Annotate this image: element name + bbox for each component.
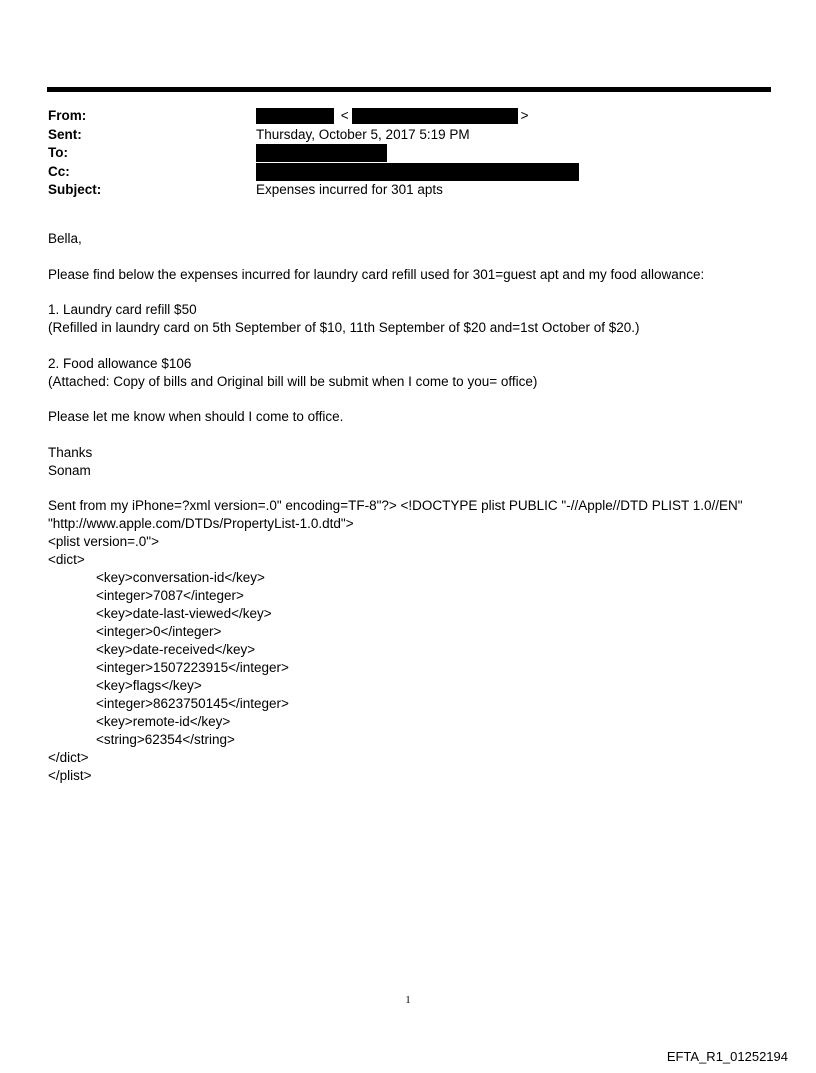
redaction-block [256,144,387,162]
item2-title: 2. Food allowance $106 [48,355,192,371]
sent-label: Sent: [48,126,82,142]
signature: Sonam [48,462,91,478]
redaction-block [256,108,334,124]
plist-line: <key>date-last-viewed</key> [96,606,272,621]
header-rule [47,87,771,92]
subject-label: Subject: [48,182,102,197]
from-value [256,107,529,126]
plist-line: <key>remote-id</key> [96,714,231,729]
footer-line-2: "http://www.apple.com/DTDs/PropertyList-1.0.dtd"> [48,516,354,531]
cc-row [48,163,768,182]
sent-row [48,126,768,145]
plist-line: <integer>1507223915</integer> [96,660,289,675]
item1-title: 1. Laundry card refill $50 [48,302,197,317]
from-row [48,107,768,126]
bates-number: EFTA_R1_01252194 [666,1049,788,1064]
page-number: 1 [405,994,411,1006]
plist-close: </plist> [48,768,92,783]
plist-open: <plist version=.0"> [48,534,159,549]
plist-line: <integer>8623750145</integer> [96,696,289,711]
greeting: Bella, [48,231,82,246]
redaction-block [352,108,518,124]
plist-line: <integer>0</integer> [96,624,222,639]
to-value [256,144,387,163]
intro-paragraph: Please find below the expenses incurred for laundry card refill used for 301=guest apt and my food allowance: [48,266,705,282]
sent-value: Thursday, October 5, 2017 5:19 PM [256,126,470,142]
dict-close: </dict> [48,750,89,765]
dict-open: <dict> [48,552,85,567]
to-row [48,144,768,163]
from-label: From: [48,108,87,123]
footer-line-1: Sent from my iPhone=?xml version=.0" encoding=TF-8"?> <!DOCTYPE plist PUBLIC "-//Apple//DTD PLIST 1.0//EN" [48,498,743,513]
cc-value [256,163,579,182]
plist-line: <key>conversation-id</key> [96,570,265,585]
item2-detail: (Attached: Copy of bills and Original bill will be submit when I come to you= office) [48,373,538,389]
subject-row [48,181,768,200]
from-lt: < [340,108,349,123]
plist-line: <integer>7087</integer> [96,588,244,603]
email-header [48,107,768,200]
cc-label: Cc: [48,163,70,179]
thanks-line: Thanks [48,444,93,460]
plist-line: <string>62354</string> [96,732,235,747]
subject-value: Expenses incurred for 301 apts [256,182,443,197]
to-label: To: [48,145,68,160]
plist-line: <key>date-received</key> [96,642,256,657]
redaction-block [256,163,579,181]
item1-detail: (Refilled in laundry card on 5th September of $10, 11th September of $20 and=1st October of $20.) [48,320,640,335]
from-gt: > [520,108,529,123]
email-body [48,230,768,785]
request-line: Please let me know when should I come to office. [48,409,344,424]
plist-line: <key>flags</key> [96,678,202,693]
